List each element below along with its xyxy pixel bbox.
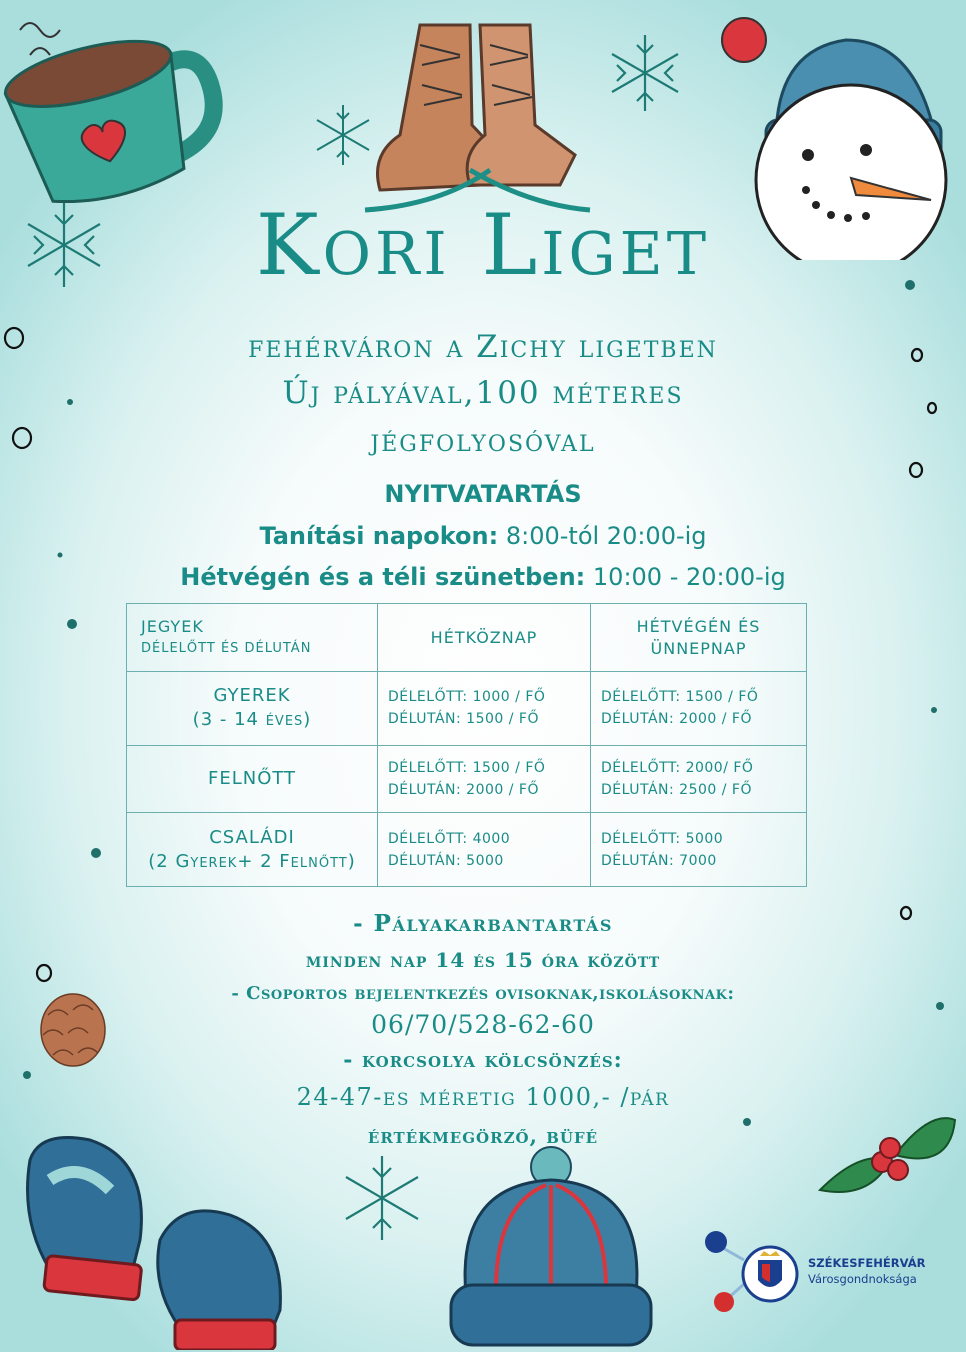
skates-icon (360, 5, 600, 220)
category-name: GYEREK (213, 685, 291, 707)
weekday-hours-label: Tanítási napokon: (259, 522, 499, 550)
header-weekend (591, 604, 807, 672)
price-morning: DÉLELŐTT: 5000 (601, 830, 724, 847)
price-afternoon: DÉLUTÁN: 5000 (388, 852, 504, 869)
group-booking-phone: 06/70/528-62-60 (371, 1010, 595, 1039)
category-family (127, 813, 378, 887)
mittens-icon (10, 1120, 300, 1350)
organizer-logo (700, 1222, 950, 1312)
header-weekend-line1: HÉTVÉGÉN ÉS (636, 616, 761, 636)
table-row (127, 745, 807, 813)
price-afternoon: DÉLUTÁN: 2500 / FŐ (601, 781, 752, 798)
weekend-hours-label: Hétvégén és a téli szünetben: (180, 563, 586, 591)
price-morning: DÉLELŐTT: 1000 / FŐ (388, 689, 546, 706)
weekday-hours (0, 522, 966, 550)
group-booking-title: - Csoportos bejelentkezés ovisoknak,iskolásoknak: (231, 983, 735, 1004)
weekend-hours (0, 563, 966, 591)
snowflake-icon (332, 1148, 432, 1248)
holly-icon (810, 1100, 960, 1210)
subtitle-line-1: fehérváron a Zichy ligetben (248, 329, 718, 365)
header-weekday: HÉTKÖZNAP (378, 604, 591, 672)
maintenance-text: minden nap 14 és 15 óra között (305, 948, 661, 972)
weekend-price (591, 813, 807, 887)
table-row (127, 672, 807, 746)
subtitle-line-3: jégfolyosóval (370, 423, 596, 459)
weekend-price (591, 672, 807, 746)
category-detail: (3 - 14 éves) (192, 709, 312, 731)
maintenance-title: - Pályakarbantartás (353, 910, 613, 937)
price-morning: DÉLELŐTT: 2000/ FŐ (601, 759, 754, 776)
category-child (127, 672, 378, 746)
price-morning: DÉLELŐTT: 1500 / FŐ (388, 759, 546, 776)
snowflake-icon (308, 100, 378, 170)
weekday-price (378, 672, 591, 746)
weekend-hours-value: 10:00 - 20:00-ig (592, 563, 786, 591)
table-header-row (127, 604, 807, 672)
snowflake-icon (600, 28, 690, 118)
price-afternoon: DÉLUTÁN: 1500 / FŐ (388, 711, 539, 728)
category-name: CSALÁDI (209, 826, 295, 848)
price-afternoon: DÉLUTÁN: 2000 / FŐ (388, 781, 539, 798)
price-morning: DÉLELŐTT: 1500 / FŐ (601, 689, 759, 706)
category-adult (127, 745, 378, 813)
city-crest-icon (700, 1222, 810, 1312)
weekday-hours-value: 8:00-tól 20:00-ig (505, 522, 707, 550)
price-afternoon: DÉLUTÁN: 7000 (601, 852, 717, 869)
rental-text: 24-47-es méretig 1000,- /pár (296, 1083, 670, 1111)
price-table (126, 603, 807, 887)
extras-text: értékmegörző, büfé (367, 1123, 599, 1148)
rental-title: - korcsolya kölcsönzés: (343, 1047, 623, 1073)
beanie-icon (436, 1145, 666, 1352)
weekday-price (378, 745, 591, 813)
weekday-price (378, 813, 591, 887)
opening-hours-heading: NYITVATARTÁS (384, 480, 582, 508)
logo-subtitle: Városgondnoksága (808, 1272, 917, 1286)
price-morning: DÉLELŐTT: 4000 (388, 830, 511, 847)
header-weekend-line2: ÜNNEPNAP (650, 638, 747, 658)
page-title: Kori Liget (255, 196, 711, 294)
header-tickets-title: JEGYEK (141, 616, 204, 636)
category-detail: (2 Gyerek+ 2 Felnőtt) (148, 850, 356, 872)
weekend-price (591, 745, 807, 813)
category-name: FELNŐTT (207, 767, 297, 789)
header-tickets (127, 604, 378, 672)
table-row (127, 813, 807, 887)
logo-title: SZÉKESFEHÉRVÁR (808, 1256, 926, 1270)
subtitle-line-2: Új pályával,100 méteres (282, 375, 684, 411)
mug-icon (0, 10, 230, 210)
header-tickets-sub: DÉLELŐTT ÉS DÉLUTÁN (141, 640, 312, 656)
price-afternoon: DÉLUTÁN: 2000 / FŐ (601, 711, 752, 728)
